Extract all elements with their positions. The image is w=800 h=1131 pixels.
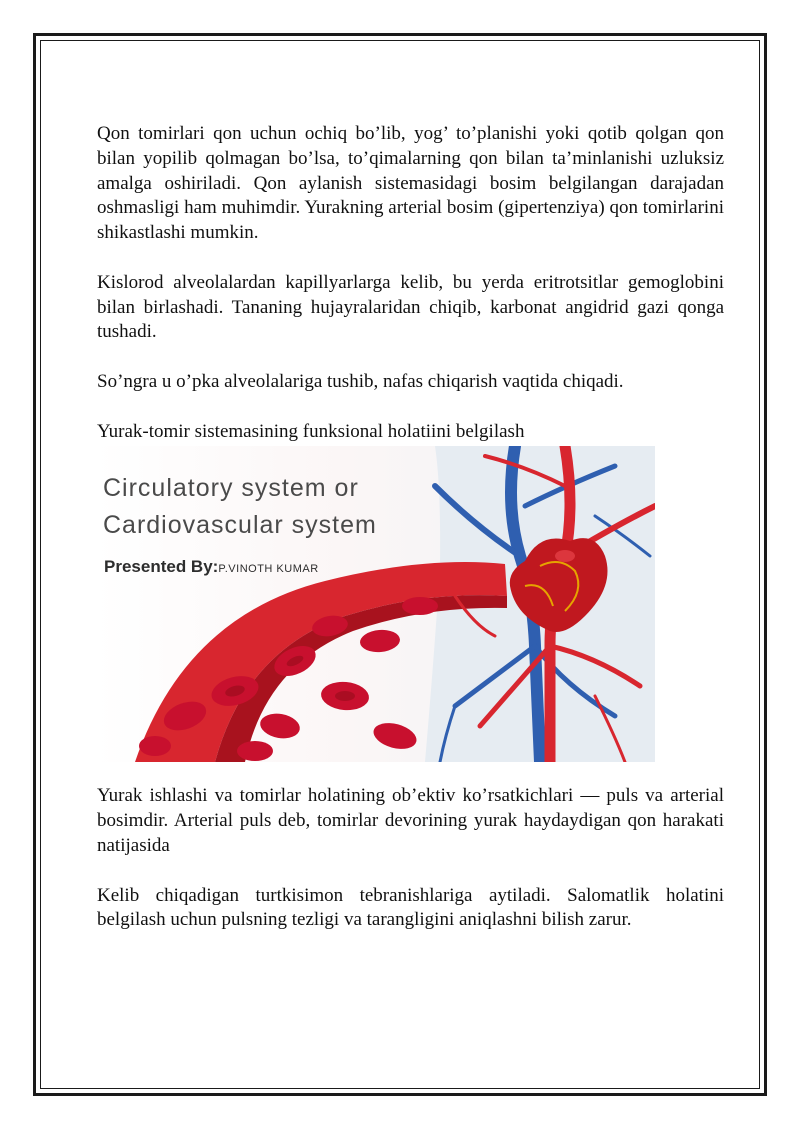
paragraph-pulse-oscillations: Kelib chiqadigan turtkisimon tebranishlariga aytiladi. Salomatlik holatini belgilash uchun pulsning tezligi va tarangligini aniqlashni bilish zarur. — [97, 884, 724, 931]
presenter-name: P.VINOTH KUMAR — [218, 563, 319, 576]
section-heading: Yurak-tomir sistemasining funksional holatiini belgilash — [97, 420, 525, 442]
paragraph-pulse-indicators: Yurak ishlashi va tomirlar holatining ob’ektiv ko’rsatkichlari — puls va arterial bosimdir. Arterial puls deb, tomirlar devorining yurak haydaydigan qon harakati natijasida — [97, 785, 724, 856]
paragraph-exhalation: So’ngra u o’pka alveolalariga tushib, nafas chiqarish vaqtida chiqadi. — [97, 370, 624, 392]
presented-by-label: Presented By: — [104, 557, 219, 577]
circulatory-system-figure — [95, 446, 655, 762]
document-body — [97, 122, 724, 933]
figure-presented-by — [104, 555, 319, 582]
paragraph-blood-vessels: Qon tomirlari qon uchun ochiq bo’lib, yog’ to’planishi yoki qotib qolgan qon bilan yopilib qolmagan bo’lsa, to’qimalarning qon bilan ta’minlanishi uzluksiz amalga oshiriladi. Qon aylanish sistemasidagi bosim belgilangan darajadan oshmasligi ham muhimdir. Yurakning arterial bosim (gipertenziya) qon tomirlarini shikastlashi mumkin. — [97, 123, 724, 244]
figure-title-line-2: Cardiovascular system — [103, 511, 377, 540]
paragraph-oxygen-exchange: Kislorod alveolalardan kapillyarlarga kelib, bu yerda eritrotsitlar gemoglobini bilan birlashadi. Tananing hujayralaridan chiqib, karbonat angidrid gazi qonga tushadi. — [97, 271, 724, 343]
figure-title-line-1: Circulatory system or — [103, 474, 359, 503]
